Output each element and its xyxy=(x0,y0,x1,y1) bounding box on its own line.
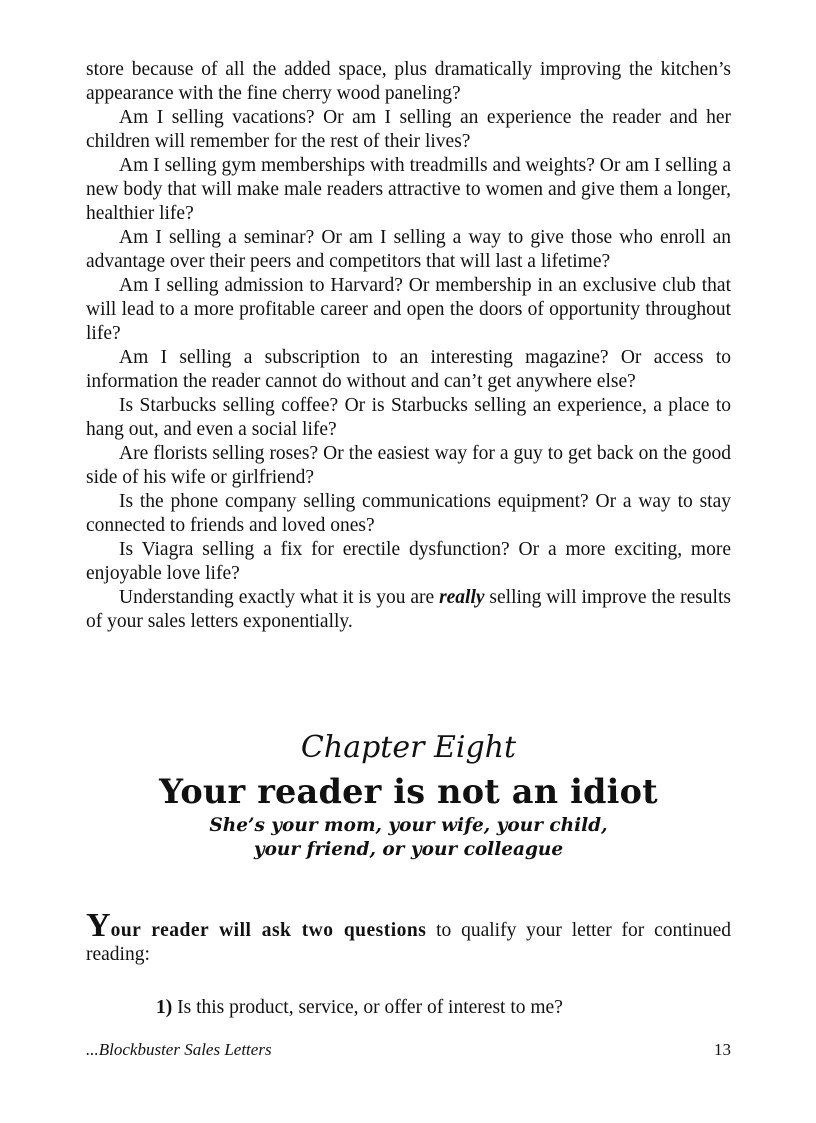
closing-paragraph xyxy=(86,586,731,634)
subtitle-line-2: your friend, or your colleague xyxy=(253,839,564,860)
paragraph: Is Starbucks selling coffee? Or is Starbucks selling an experience, a place to hang out, and even a social life? xyxy=(86,395,731,440)
closing-text-after: selling will improve the results of your sales letters exponentially. xyxy=(86,587,731,632)
list-text: Is this product, service, or offer of interest to me? xyxy=(172,997,563,1018)
paragraph: Is the phone company selling communications equipment? Or a way to stay connected to friends and loved ones? xyxy=(86,491,731,536)
paragraph: Am I selling a subscription to an interesting magazine? Or access to information the reader cannot do without and can’t get anywhere else? xyxy=(86,347,731,392)
intro-rest-text: to qualify your letter for continued reading: xyxy=(86,920,731,965)
footer-book-title: ...Blockbuster Sales Letters xyxy=(86,1040,272,1059)
drop-cap: Y xyxy=(86,907,111,944)
closing-text-before: Understanding exactly what it is you are xyxy=(119,587,440,608)
paragraph: Is Viagra selling a fix for erectile dysfunction? Or a more exciting, more enjoyable love life? xyxy=(86,539,731,584)
list-number: 1) xyxy=(156,997,173,1018)
lead-bold-text: our reader will ask two questions xyxy=(110,920,427,941)
section-intro xyxy=(86,907,731,967)
intro-paragraph xyxy=(86,907,731,967)
paragraph: Are florists selling roses? Or the easiest way for a guy to get back on the good side of his wife or girlfriend? xyxy=(86,443,731,488)
paragraph: Am I selling admission to Harvard? Or membership in an exclusive club that will lead to a more profitable career and open the doors of opportunity throughout life? xyxy=(86,275,731,344)
subtitle-line-1: She’s your mom, your wife, your child, xyxy=(209,815,608,836)
chapter-subtitle xyxy=(86,814,731,862)
list-item xyxy=(156,996,563,1020)
chapter-label: Chapter Eight xyxy=(300,730,517,765)
chapter-title: Your reader is not an idiot xyxy=(159,772,658,811)
paragraph: Am I selling vacations? Or am I selling an experience the reader and her children will remember for the rest of their lives? xyxy=(86,107,731,152)
body-text xyxy=(86,58,731,634)
paragraph: store because of all the added space, plus dramatically improving the kitchen’s appearance with the fine cherry wood paneling? xyxy=(86,59,731,104)
paragraph: Am I selling a seminar? Or am I selling a way to give those who enroll an advantage over their peers and competitors that will last a lifetime? xyxy=(86,227,731,272)
paragraph: Am I selling gym memberships with treadmills and weights? Or am I selling a new body that will make male readers attractive to women and give them a longer, healthier life? xyxy=(86,155,731,224)
book-page xyxy=(86,58,731,1059)
emphasis-really: really xyxy=(439,587,485,608)
page-number: 13 xyxy=(714,1040,731,1059)
